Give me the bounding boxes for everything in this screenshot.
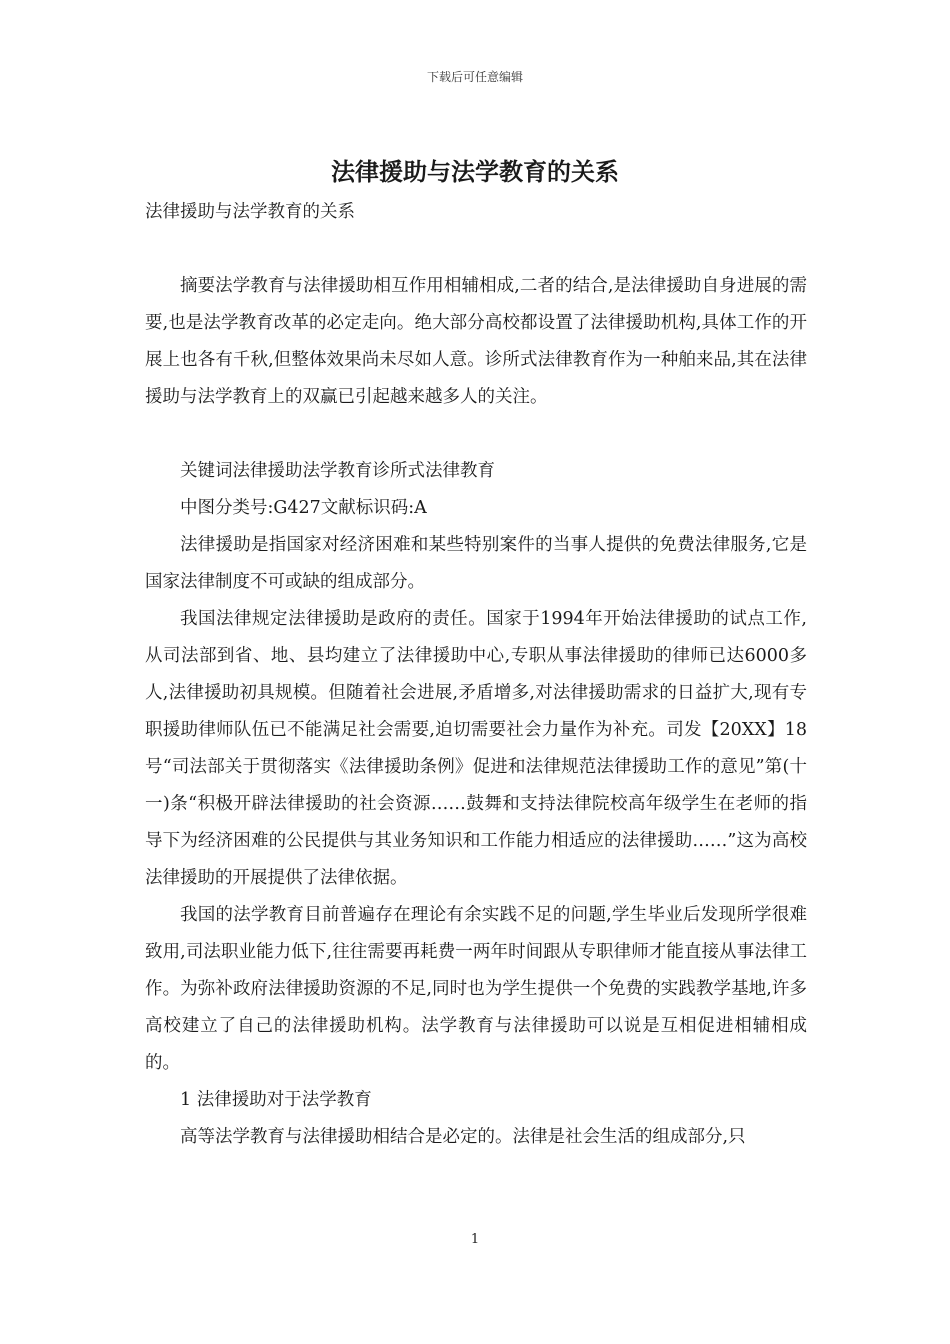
body-paragraph: 高等法学教育与法律援助相结合是必定的。法律是社会生活的组成部分,只 — [180, 1127, 746, 1147]
keywords-paragraph: 关键词法律援助法学教育诊所式法律教育 — [180, 461, 495, 481]
classification-paragraph: 中图分类号:G427文献标识码:A — [180, 498, 427, 518]
section-heading: 1 法律援助对于法学教育 — [180, 1090, 372, 1110]
subtitle-paragraph: 法律援助与法学教育的关系 — [145, 202, 355, 222]
document-body — [145, 194, 807, 1156]
document-title: 法律援助与法学教育的关系 — [331, 158, 619, 186]
body-paragraph: 我国法律规定法律援助是政府的责任。国家于1994年开始法律援助的试点工作,从司法部到省、地、县均建立了法律援助中心,专职从事法律援助的律师已达6000多人,法律援助初具规模。但随着社会进展,矛盾增多,对法律援助需求的日益扩大,现有专职援助律师队伍已不能满足社会需要,迫切需要社会力量作为补充。司发【20XX】18号“司法部关于贯彻落实《法律援助条例》促进和法律规范法律援助工作的意见”第(十一)条“积极开辟法律援助的社会资源……鼓舞和支持法律院校高年级学生在老师的指导下为经济困难的公民提供与其业务知识和工作能力相适应的法律援助……”这为高校法律援助的开展提供了法律依据。 — [145, 609, 807, 888]
body-paragraph: 我国的法学教育目前普遍存在理论有余实践不足的问题,学生毕业后发现所学很难致用,司法职业能力低下,往往需要再耗费一两年时间跟从专职律师才能直接从事法律工作。为弥补政府法律援助资源的不足,同时也为学生提供一个免费的实践教学基地,许多高校建立了自己的法律援助机构。法学教育与法律援助可以说是互相促进相辅相成的。 — [145, 905, 807, 1073]
abstract-paragraph: 摘要法学教育与法律援助相互作用相辅相成,二者的结合,是法律援助自身进展的需要,也是法学教育改革的必定走向。绝大部分高校都设置了法律援助机构,具体工作的开展上也各有千秋,但整体效果尚未尽如人意。诊所式法律教育作为一种舶来品,其在法律援助与法学教育上的双赢已引起越来越多人的关注。 — [145, 276, 807, 407]
page-header: 下载后可任意编辑 — [426, 70, 523, 84]
page-number: 1 — [470, 1232, 480, 1247]
body-paragraph: 法律援助是指国家对经济困难和某些特别案件的当事人提供的免费法律服务,它是国家法律制度不可或缺的组成部分。 — [145, 535, 807, 592]
